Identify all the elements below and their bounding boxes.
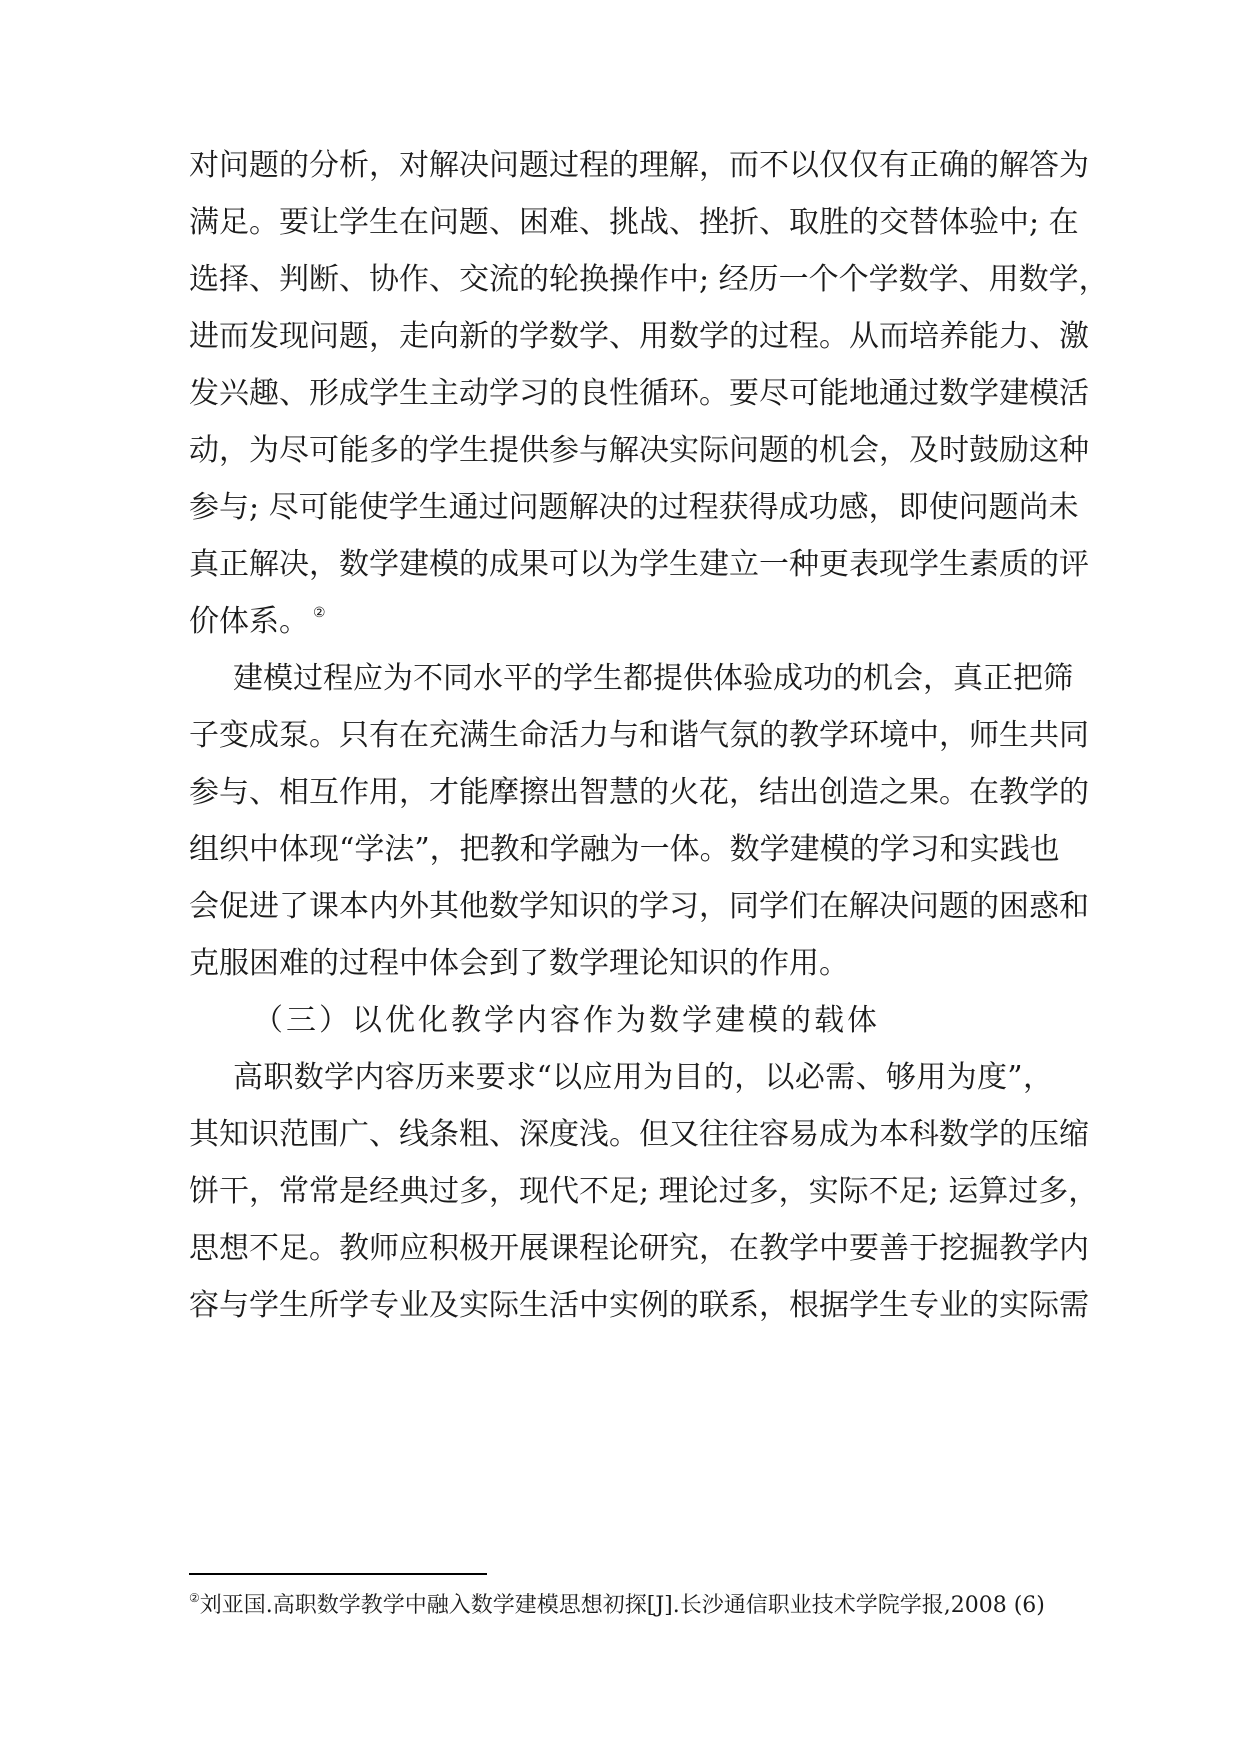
paragraph-line: 进而发现问题，走向新的学数学、用数学的过程。从而培养能力、激 <box>189 319 1089 354</box>
paragraph-line: 饼干，常常是经典过多，现代不足; 理论过多，实际不足; 运算过多， <box>189 1174 1099 1209</box>
paragraph-line: 对问题的分析，对解决问题过程的理解，而不以仅仅有正确的解答为 <box>189 148 1089 183</box>
paragraph-line: 子变成泵。只有在充满生命活力与和谐气氛的教学环境中，师生共同 <box>189 718 1089 753</box>
paragraph-line: 动，为尽可能多的学生提供参与解决实际问题的机会，及时鼓励这种 <box>189 433 1089 468</box>
paragraph-last-line <box>189 602 1053 642</box>
footnote-text: 刘亚国.高职数学教学中融入数学建模思想初探[J].长沙通信职业技术学院学报,2008 (6) <box>199 1593 1045 1618</box>
paragraph-line: 满足。要让学生在问题、困难、挑战、挫折、取胜的交替体验中; 在 <box>189 205 1079 240</box>
paragraph-line: 思想不足。教师应积极开展课程论研究，在教学中要善于挖掘教学内 <box>189 1231 1089 1266</box>
footnote <box>189 1591 1069 1621</box>
footnote-reference[interactable]: ② <box>313 605 326 621</box>
paragraph-line: 真正解决，数学建模的成果可以为学生建立一种更表现学生素质的评 <box>189 547 1089 582</box>
paragraph-line: 选择、判断、协作、交流的轮换操作中; 经历一个个学数学、用数学， <box>189 262 1109 297</box>
paragraph-line: 容与学生所学专业及实际生活中实例的联系，根据学生专业的实际需 <box>189 1288 1089 1323</box>
paragraph-line-text: 价体系。 <box>189 604 309 639</box>
paragraph-line: 组织中体现“学法”，把教和学融为一体。数学建模的学习和实践也 <box>189 832 1060 867</box>
footnote-divider <box>189 1573 487 1575</box>
section-heading: （三）以优化教学内容作为数学建模的载体 <box>253 1003 880 1038</box>
paragraph-line: 参与、相互作用，才能摩擦出智慧的火花，结出创造之果。在教学的 <box>189 775 1089 810</box>
paragraph-line: 克服困难的过程中体会到了数学理论知识的作用。 <box>189 946 849 981</box>
paragraph-first-line: 高职数学内容历来要求“以应用为目的，以必需、够用为度”， <box>233 1060 1053 1095</box>
paragraph-line: 参与; 尽可能使学生通过问题解决的过程获得成功感，即使问题尚未 <box>189 490 1079 525</box>
footnote-marker: ② <box>189 1591 200 1605</box>
paragraph-first-line: 建模过程应为不同水平的学生都提供体验成功的机会，真正把筛 <box>233 661 1073 696</box>
paragraph-line: 会促进了课本内外其他数学知识的学习，同学们在解决问题的困惑和 <box>189 889 1089 924</box>
paragraph-line: 发兴趣、形成学生主动学习的良性循环。要尽可能地通过数学建模活 <box>189 376 1089 411</box>
paragraph-line: 其知识范围广、线条粗、深度浅。但又往往容易成为本科数学的压缩 <box>189 1117 1089 1152</box>
